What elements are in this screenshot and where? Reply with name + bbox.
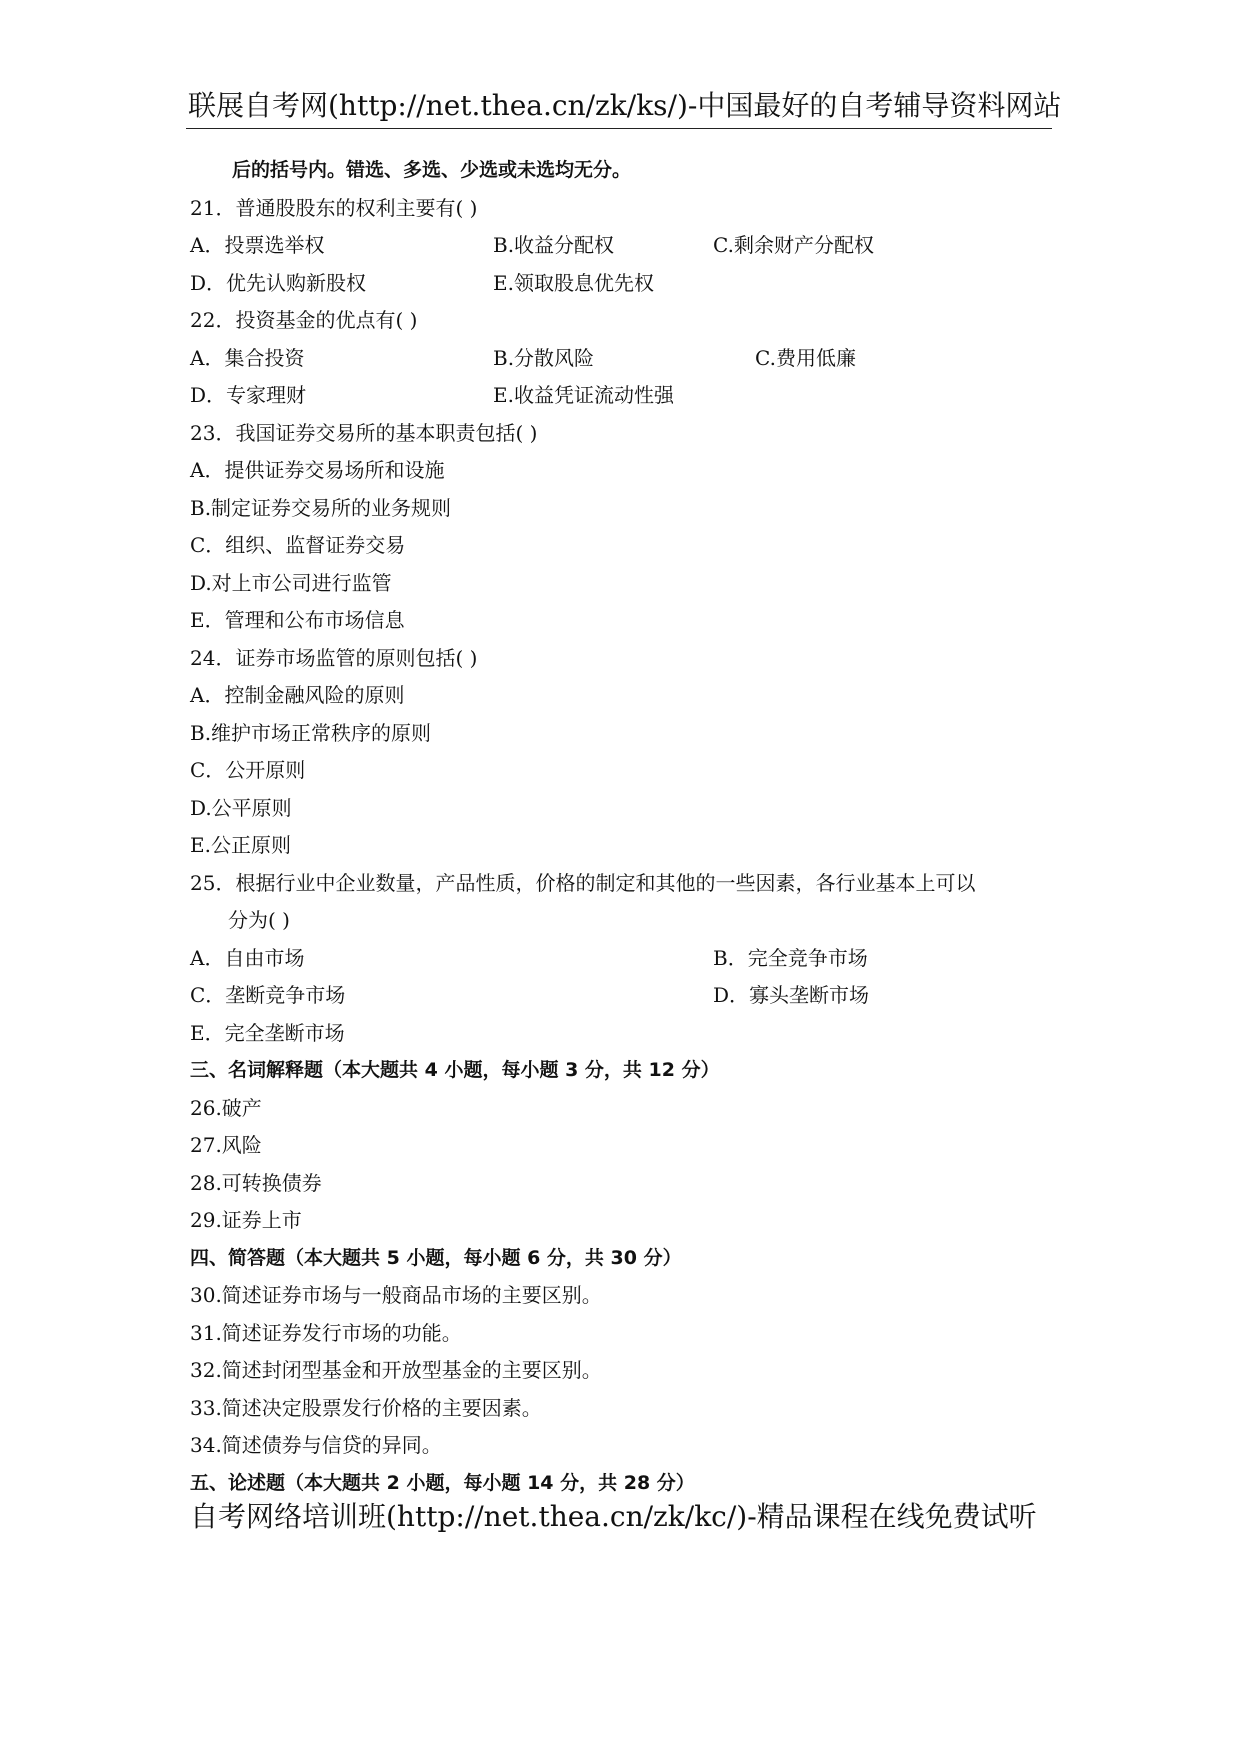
page-header: 联展自考网(http://net.thea.cn/zk/ks/)-中国最好的自考辅导资料网站 — [188, 89, 1062, 122]
option-a: A．提供证券交易场所和设施 — [190, 458, 445, 482]
question-25-stem-cont: 分为( ) — [228, 908, 290, 932]
option-a: A．自由市场 — [190, 945, 305, 970]
question-21-options-row2 — [190, 265, 1060, 303]
option-d: D．专家理财 — [190, 383, 307, 407]
option-c: C.剩余财产分配权 — [713, 233, 874, 257]
question-21-options-row1 — [190, 227, 1060, 265]
option-d: D．寡头垄断市场 — [713, 983, 870, 1007]
section-3-title: 三、名词解释题（本大题共 4 小题，每小题 3 分，共 12 分） — [190, 1059, 720, 1081]
list-item: 31.简述证券发行市场的功能。 — [190, 1320, 462, 1345]
option-c: C．垄断竞争市场 — [190, 983, 346, 1007]
option-c: C．组织、监督证券交易 — [190, 533, 406, 557]
question-25-options-row1 — [190, 940, 1060, 978]
option-e: E.领取股息优先权 — [493, 270, 654, 295]
question-24-stem: 24．证券市场监管的原则包括( ) — [190, 645, 478, 670]
list-item: 34.简述债券与信贷的异同。 — [190, 1433, 442, 1457]
option-b: B.收益分配权 — [493, 233, 615, 257]
exam-content — [190, 152, 1060, 1502]
option-e: E．完全垄断市场 — [190, 1020, 345, 1045]
option-b: B.制定证券交易所的业务规则 — [190, 495, 452, 520]
list-item: 29.证券上市 — [190, 1208, 302, 1232]
option-a: A．投票选举权 — [190, 233, 325, 257]
option-d: D.对上市公司进行监管 — [190, 570, 392, 595]
option-e: E．管理和公布市场信息 — [190, 608, 405, 632]
option-d: D．优先认购新股权 — [190, 270, 367, 295]
question-25-stem: 25．根据行业中企业数量，产品性质，价格的制定和其他的一些因素，各行业基本上可以 — [190, 870, 976, 895]
section-5-title: 五、论述题（本大题共 2 小题，每小题 14 分，共 28 分） — [190, 1471, 695, 1494]
page-footer: 自考网络培训班(http://net.thea.cn/zk/kc/)-精品课程在线免费试听 — [190, 1500, 1037, 1533]
question-22-options-row2 — [190, 377, 1060, 415]
option-a: A．控制金融风险的原则 — [190, 683, 405, 707]
option-b: B.分散风险 — [493, 345, 595, 370]
list-item: 30.简述证券市场与一般商品市场的主要区别。 — [190, 1283, 602, 1307]
section-intro: 后的括号内。错选、多选、少选或未选均无分。 — [232, 159, 632, 181]
list-item: 27.风险 — [190, 1133, 262, 1157]
question-23-stem: 23．我国证券交易所的基本职责包括( ) — [190, 420, 538, 445]
list-item: 33.简述决定股票发行价格的主要因素。 — [190, 1395, 542, 1420]
question-22-stem: 22．投资基金的优点有( ) — [190, 308, 418, 332]
section-4-title: 四、简答题（本大题共 5 小题，每小题 6 分，共 30 分） — [190, 1246, 682, 1269]
list-item: 28.可转换债券 — [190, 1170, 322, 1195]
option-e: E.收益凭证流动性强 — [493, 383, 674, 407]
question-22-options-row1 — [190, 340, 1060, 378]
question-21-stem: 21．普通股股东的权利主要有( ) — [190, 195, 478, 220]
option-e: E.公正原则 — [190, 833, 291, 857]
option-b: B.维护市场正常秩序的原则 — [190, 720, 432, 745]
option-c: C.费用低廉 — [755, 345, 856, 370]
list-item: 32.简述封闭型基金和开放型基金的主要区别。 — [190, 1358, 602, 1382]
option-c: C．公开原则 — [190, 758, 306, 782]
header-rule — [186, 128, 1052, 129]
list-item: 26.破产 — [190, 1095, 262, 1120]
question-25-options-row2 — [190, 977, 1060, 1015]
option-b: B．完全竞争市场 — [713, 945, 868, 970]
option-a: A．集合投资 — [190, 345, 305, 370]
option-d: D.公平原则 — [190, 795, 292, 820]
